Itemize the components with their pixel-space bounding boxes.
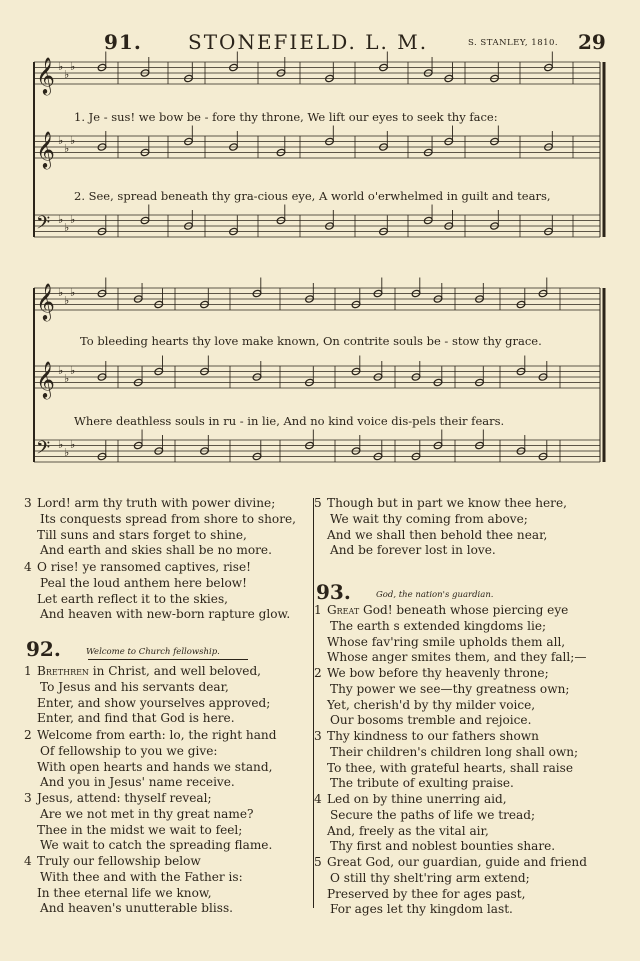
flat-icon: ♭ — [64, 372, 70, 385]
treble-clef-icon: 𝄞 — [36, 360, 55, 398]
flat-icon: ♭ — [70, 134, 76, 147]
hymn-number: 92. — [26, 637, 61, 661]
treble-clef-icon: 𝄞 — [36, 130, 55, 168]
stanza: 3 Jesus, attend: thyself reveal; Are we not met in thy great name? Thee in the midst we wait to feel; We wait to catch the spreading flame. — [24, 791, 273, 853]
flat-icon: ♭ — [58, 438, 64, 451]
hymn-subtitle: God, the nation's guardian. — [376, 590, 494, 600]
bass-clef-icon: 𝄢 — [36, 438, 51, 463]
flat-icon: ♭ — [70, 213, 76, 226]
flat-icon: ♭ — [58, 286, 64, 299]
flat-icon: ♭ — [58, 213, 64, 226]
flat-icon: ♭ — [64, 294, 70, 307]
stanza: 4 O rise! ye ransomed captives, rise! Peal the loud anthem here below! Let earth reflect it to the skies, And heaven with new-born rapture glow. — [24, 560, 291, 622]
stanza: 5 Though but in part we know thee here, We wait thy coming from above; And we shall then behold thee near, And be forever lost in love. — [314, 496, 567, 558]
flat-icon: ♭ — [70, 286, 76, 299]
stanza: 1 Great God! beneath whose piercing eye The earth s extended kingdoms lie; Whose fav'ring smile upholds them all, Whose anger smites them, and they fall;— — [314, 603, 587, 665]
flat-icon: ♭ — [70, 438, 76, 451]
flat-icon: ♭ — [70, 364, 76, 377]
lyric-line: Where deathless souls in ru - in lie, And no kind voice dis-pels their fears. — [74, 414, 505, 428]
flat-icon: ♭ — [64, 142, 70, 155]
music-score — [0, 0, 640, 480]
page-number: 29 — [578, 30, 606, 54]
flat-icon: ♭ — [64, 221, 70, 234]
hymn-number: 93. — [316, 580, 351, 604]
flat-icon: ♭ — [58, 134, 64, 147]
flat-icon: ♭ — [64, 68, 70, 81]
composer-credit: S. STANLEY, 1810. — [468, 38, 559, 48]
stanza: 3 Thy kindness to our fathers shown Their children's children long shall own; To thee, with grateful hearts, shall raise The tribute of exulting praise. — [314, 729, 579, 791]
flat-icon: ♭ — [64, 446, 70, 459]
lyric-line: To bleeding hearts thy love make known, On contrite souls be - stow thy grace. — [80, 334, 542, 348]
hymn-subtitle: Welcome to Church fellowship. — [86, 647, 220, 657]
treble-clef-icon: 𝄞 — [36, 56, 55, 94]
stanza: 2 We bow before thy heavenly throne; Thy power we see—thy greatness own; Yet, cherish'd by thy milder voice, Our bosoms tremble and rejoice. — [314, 666, 570, 728]
stanza: 1 Brethren in Christ, and well beloved, To Jesus and his servants dear, Enter, and show yourselves approved; Enter, and find that God is here. — [24, 664, 271, 726]
stanza: 4 Led on by thine unerring aid, Secure the paths of life we tread; And, freely as the vital air, Thy first and noblest bounties share. — [314, 792, 556, 854]
flat-icon: ♭ — [70, 60, 76, 73]
flat-icon: ♭ — [58, 60, 64, 73]
flat-icon: ♭ — [58, 364, 64, 377]
hymn-heading — [26, 637, 326, 661]
divider — [88, 659, 248, 660]
hymn-heading — [316, 580, 616, 604]
lyric-line: 2. See, spread beneath thy gra-cious eye, A world o'erwhelmed in guilt and tears, — [74, 189, 551, 203]
stanza: 3 Lord! arm thy truth with power divine; Its conquests spread from shore to shore, Till suns and stars forget to shine, And earth and skies shall be no more. — [24, 496, 296, 558]
stanza: 2 Welcome from earth: lo, the right hand Of fellowship to you we give: With open hearts and hands we stand, And you in Jesus' name receive. — [24, 728, 277, 790]
bass-clef-icon: 𝄢 — [36, 213, 51, 238]
stanza: 5 Great God, our guardian, guide and friend O still thy shelt'ring arm extend; Preserved by thee for ages past, For ages let thy kingdom last. — [314, 855, 587, 917]
lyric-line: 1. Je - sus! we bow be - fore thy throne, We lift our eyes to seek thy face: — [74, 110, 498, 124]
tune-title: STONEFIELD. L. M. — [188, 30, 429, 54]
hymn-number: 91. — [104, 30, 142, 54]
stanza: 4 Truly our fellowship below With thee and with the Father is: In thee eternal life we know, And heaven's unutterable bliss. — [24, 854, 243, 916]
treble-clef-icon: 𝄞 — [36, 282, 55, 320]
